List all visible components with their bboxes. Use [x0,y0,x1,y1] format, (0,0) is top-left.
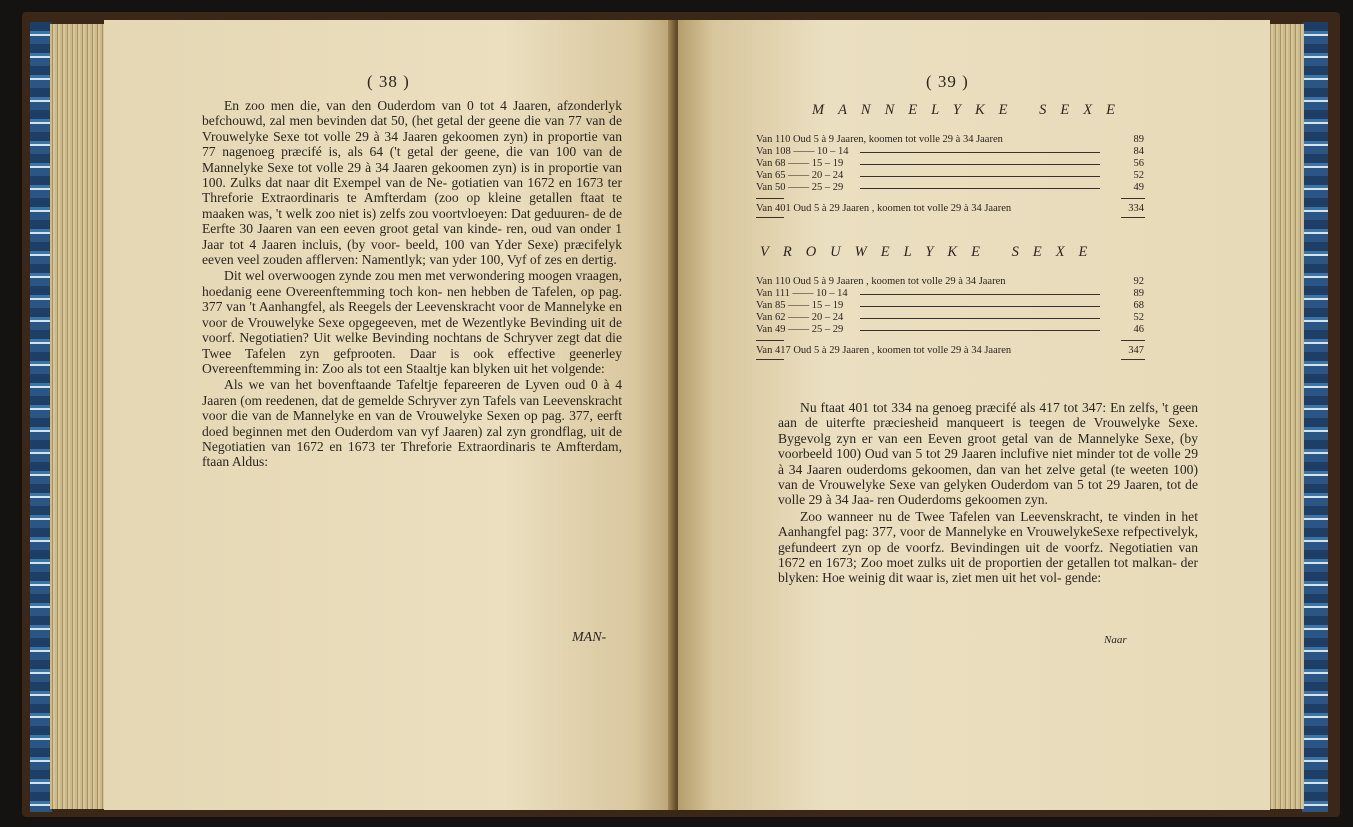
text-line: welk zoo niet is) zelfs zou voortvloeyen: Dat geduuren- [285,205,590,221]
text-line: 34 Jaaren gekoomen zyn) in proportie van 77 nagenoeg [202,128,622,160]
text-line: is ook effective geenerley Overeenftemming in: Zoo als tot [202,345,622,376]
text-line: te Amfterdam, ftaan Aldus: [202,438,622,470]
row-label: Van 110 Oud 5 à 9 Jaaren , koomen tot volle 29 à 34 Jaaren [756,276,1006,287]
text-line: Als we van het bovenftaande Tafeltje fepareeren de Lyven [224,377,560,393]
text-line: proportie van 100. Zulks dat naar dit Exempel van de Ne- [202,159,622,191]
table-row [756,300,1156,311]
row-label: Van 108 —— 10 – 14 [756,146,849,157]
right-page-text [778,400,1198,587]
text-line: præcifé is, als 64 ('t getal der geene, die van 100 van de [281,144,623,160]
page-edges-left [50,24,108,809]
marbled-endpaper-left [30,22,52,812]
table-row [756,134,1156,145]
row-label: Van 62 —— 20 – 24 [756,312,844,323]
underline-rule [1121,359,1145,360]
total-value: 334 [1128,203,1144,214]
table-total-row [756,203,1156,214]
row-value: 46 [1133,324,1144,335]
table-row [756,146,1156,157]
text-line: Eeven groot getal van de Mannelyke Sexe, (by voorbeeld [778,430,1198,462]
leader-line [860,294,1100,295]
text-line: Nu ftaat 401 tot 334 na genoeg præcifé als 417 tot 347: [800,400,1107,415]
text-line: Schryver zegt dat die Twee Tafelen zyn gefprooten. Daar [202,330,622,361]
table-row [756,158,1156,169]
row-label: Van 111 —— 10 – 14 [756,288,848,299]
text-line: de de Eerfte 30 Jaaren van een eeven groot getal van kinde- [202,205,623,237]
leader-line [860,330,1100,331]
text-line: Bevindingen uit de voorfz. Negotiatien van 1672 en 1673; [778,539,1199,571]
leader-line [860,188,1100,189]
text-line: gotiatien van 1672 en 1673 ter Threforie Extraordinaris te [202,175,622,206]
table-row [756,288,1156,299]
total-value: 347 [1128,345,1144,356]
leader-line [860,152,1100,153]
total-label: Van 401 Oud 5 à 29 Jaaren , koomen tot volle 29 à 34 Jaaren [756,203,1012,214]
right-catchword: Naar [1104,634,1127,646]
text-line: 100) Oud van 5 tot 29 Jaaren inclufive niet minder tot de [836,446,1150,462]
text-line: En zelfs, 't geen aan de uiterfte præciesheid manqueert is [778,400,1198,431]
right-page [678,20,1270,810]
underline-rule [1121,217,1145,218]
text-line: der blyken: Hoe weinig dit waar is, ziet men uit het vol- [778,555,1199,586]
leader-line [860,318,1100,319]
text-line: En zoo men die, van den Ouderdom van 0 tot 4 Jaaren, [224,98,552,113]
text-line: nen hebben de Tafelen, op pag. 377 van 't Aanhangfel, als [202,283,622,315]
underline-rule [756,359,784,360]
text-line: ren, oud van onder 1 Jaar tot 4 Jaaren incluis, (by voor- [202,221,622,252]
row-label: Van 110 Oud 5 à 9 Jaaren, koomen tot volle 29 à 34 Jaaren [756,134,1003,145]
underline-rule [756,217,784,218]
text-line: oud 0 à 4 Jaaren (om reedenen, dat de gemelde Schryver [202,377,623,408]
row-value: 92 [1133,276,1144,287]
table-row [756,170,1156,181]
row-label: Van 68 —— 15 – 19 [756,158,844,169]
row-label: Van 50 —— 25 – 29 [756,182,844,193]
text-line: volle 29 à 34 Jaaren ouderdoms gekoomen, dan van het zelve [778,446,1198,477]
text-line: met den Ouderdom van vyf Jaaren) zal zyn grondflag, uit de [286,423,622,439]
table-heading: VROUWELYKE SEXE [760,244,1102,260]
sum-rule [756,198,784,199]
sum-rule [756,340,784,341]
text-line: uit de voorf. Negotiatien? Uit welke Bevinding nochtans de [202,314,622,346]
right-page-number: ( 39 ) [926,72,969,91]
paragraph [202,268,622,376]
paragraph [202,377,622,469]
row-value: 56 [1133,158,1144,169]
text-line: zyn Tafels van Leevenskracht voor die van de Mannelyke en [202,392,622,424]
text-line: VrouwelykeSexe refpectivelyk, gefundeert zyn op de voorfz. [778,524,1198,555]
row-label: Van 49 —— 25 – 29 [756,324,844,335]
table-row [756,312,1156,323]
text-line: teegen de Vrouwelyke Sexe. Bygevolg zyn er van een [778,415,1198,446]
table-row [756,276,1156,287]
leader-line [860,164,1100,165]
sum-rule [1121,198,1145,199]
left-page [104,20,676,810]
table-total-row [756,345,1156,356]
text-line: getal (te weeten 100) van de Vrouwelyke Sexe van gelyken [778,461,1199,493]
leader-line [860,176,1100,177]
paragraph [778,400,1198,508]
row-value: 52 [1133,312,1144,323]
text-line: afflerven: Namentlyk; van yder 100, Vyf of zes en dertig. [305,252,617,268]
text-line: Zoo wanneer nu de Twee Tafelen van Leevenskracht, te [800,508,1118,524]
row-value: 89 [1133,288,1144,299]
text-line: ren Ouderdoms gekoomen zyn. [877,492,1048,508]
text-line: beeld, 100 van Yder Sexe) præcifelyk eeven veel zouden [202,236,622,268]
total-label: Van 417 Oud 5 à 29 Jaaren , koomen tot volle 29 à 34 Jaaren [756,345,1012,356]
row-label: Van 65 —— 20 – 24 [756,170,844,181]
row-value: 49 [1133,182,1144,193]
row-value: 84 [1133,146,1144,157]
row-value: 52 [1133,170,1144,181]
text-line: der geene die van 77 van de Vrouwelyke Sexe tot volle 29 à [202,113,622,144]
left-page-number: ( 38 ) [367,72,410,91]
text-line: een Staaltje kan blyken uit het volgende: [383,360,605,376]
marbled-endpaper-right [1302,22,1328,812]
paragraph [778,509,1198,586]
text-line: Dit wel overwoogen zynde zou men met verwondering [224,268,525,284]
table-row [756,182,1156,193]
row-value: 68 [1133,300,1144,311]
table-heading: MANNELYKE SEXE [812,102,1129,118]
text-line: afzonderlyk befchouwd, zal men bevinden dat 50, (het getal [202,98,622,129]
text-line: Ouderdom van 5 tot 29 Jaaren, tot de volle 29 à 34 Jaa- [778,477,1198,508]
text-line: van de Vrouwelyke Sexen op pag. 377, eerft doed beginnen [202,408,623,439]
text-line: Amfterdam (zoo op kleine getallen ftaat te maaken was, 't [202,190,622,221]
text-line: Vrouwelyke Sexe opgegeeven, met de Wezentlyke Bevinding [247,314,587,330]
text-line: Reegels der Leevenskracht voor de Mannelyke en voor de [202,299,622,330]
page-edges-right [1268,24,1304,809]
row-value: 89 [1133,134,1144,145]
leader-line [860,306,1100,307]
row-label: Van 85 —— 15 – 19 [756,300,844,311]
table-row [756,324,1156,335]
text-line: Zoo moet zulks uit de proportien der getallen tot malkan- [860,555,1177,571]
sum-rule [1121,340,1145,341]
text-line: vinden in het Aanhangfel pag: 377, voor de Mannelyke en [778,508,1198,540]
left-catchword: MAN- [572,630,607,645]
paragraph [202,98,622,267]
text-line: Negotiatien van 1672 en 1673 ter Threforie Extraordinaris [202,438,536,454]
text-line: gende: [1064,570,1102,586]
text-line: moogen vraagen, hoedanig eene Overeenftemming toch kon- [202,268,622,299]
left-page-text [202,98,622,471]
text-line: Mannelyke Sexe tot volle 29 à 34 Jaaren gekoomen zyn) is in [202,159,545,175]
